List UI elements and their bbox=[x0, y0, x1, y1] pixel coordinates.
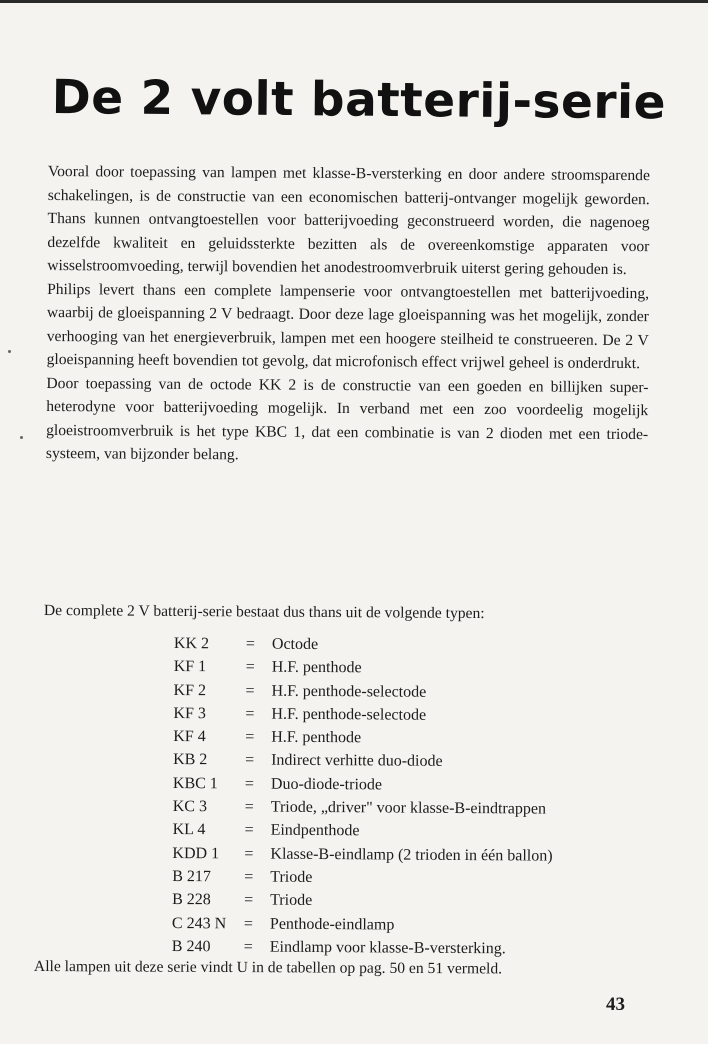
tube-description: H.F. penthode-selectode bbox=[271, 705, 427, 724]
page-number: 43 bbox=[606, 994, 625, 1015]
list-item bbox=[173, 748, 643, 775]
equals-sign: = bbox=[244, 868, 254, 886]
list-item bbox=[173, 772, 643, 799]
paragraph-3: Door toepassing van de octode KK 2 is de constructie van een goeden en billijken super-heterodyne voor batterijvoeding mogelijk. In verband met een zoo voordeelig mogelijk gloeistroomverbruik is het type KBC 1, dat een combinatie is van 2 dioden met een triode-systeem, van bijzonder belang. bbox=[45, 374, 649, 464]
tube-description: Eindpenthode bbox=[270, 822, 360, 840]
list-item bbox=[173, 702, 643, 729]
tube-description: Octode bbox=[271, 635, 319, 654]
tube-code: KF 4 bbox=[173, 728, 206, 746]
top-border-line bbox=[0, 0, 708, 3]
list-item bbox=[174, 679, 644, 706]
equals-sign: = bbox=[245, 728, 255, 746]
tube-code: KF 3 bbox=[173, 704, 206, 723]
equals-sign: = bbox=[245, 658, 255, 676]
tube-description: H.F. penthode bbox=[271, 728, 362, 747]
paragraph-2: Philips levert thans een complete lampenserie voor ontvangtoestellen met batterijvoeding, waarbij de gloeispanning 2 V bedraagt. Door deze lage gloeispanning was het mogelijk, zonder verhooging van het energieverbruik, lampen met een hoogere steilheid te construeeren. De 2 V gloeispanning heeft bovendien tot gevolg, dat microfonisch effect vrijwel geheel is onderdrukt. bbox=[46, 280, 650, 373]
equals-sign: = bbox=[244, 821, 254, 839]
tube-code: B 228 bbox=[172, 891, 211, 909]
list-item bbox=[172, 888, 642, 915]
tube-code: KDD 1 bbox=[172, 844, 220, 862]
page-title: De 2 volt batterij-serie bbox=[51, 70, 667, 131]
tube-code: B 217 bbox=[172, 867, 212, 886]
tube-code: KL 4 bbox=[172, 821, 206, 839]
tube-description: H.F. penthode-selectode bbox=[271, 682, 427, 701]
tube-code: C 243 N bbox=[171, 914, 227, 932]
tube-description: Klasse-B-eindlamp (2 trioden in één ballon) bbox=[270, 845, 553, 865]
tube-code: KB 2 bbox=[173, 751, 208, 769]
list-item bbox=[172, 865, 642, 892]
body-text bbox=[46, 160, 650, 470]
closing-note: Alle lampen uit deze serie vindt U in de tabellen op pag. 50 en 51 vermeld. bbox=[33, 958, 503, 978]
tube-code: KF 2 bbox=[173, 681, 207, 699]
tube-description: Duo-diode-triode bbox=[270, 775, 383, 794]
list-item bbox=[173, 795, 643, 822]
equals-sign: = bbox=[243, 915, 254, 933]
tube-code: KF 1 bbox=[173, 658, 207, 676]
list-item bbox=[174, 632, 644, 659]
equals-sign: = bbox=[243, 938, 253, 956]
list-item bbox=[172, 842, 642, 869]
list-item bbox=[173, 818, 643, 845]
tube-code: KK 2 bbox=[173, 634, 210, 653]
equals-sign: = bbox=[245, 682, 255, 700]
equals-sign: = bbox=[244, 798, 254, 816]
tube-code: KC 3 bbox=[172, 798, 208, 816]
tube-description: Eindlamp voor klasse-B-versterking. bbox=[269, 938, 506, 958]
tube-description: Indirect verhitte duo-diode bbox=[271, 752, 443, 771]
equals-sign: = bbox=[245, 705, 255, 723]
tube-description: Triode bbox=[270, 868, 313, 886]
equals-sign: = bbox=[244, 891, 254, 909]
tube-code: B 240 bbox=[171, 937, 211, 956]
tube-description: Penthode-eindlamp bbox=[269, 915, 395, 934]
scan-speck bbox=[20, 436, 23, 439]
equals-sign: = bbox=[245, 635, 256, 653]
tube-description: Triode, „driver" voor klasse-B-eindtrappen bbox=[270, 798, 547, 818]
tube-description: H.F. penthode bbox=[271, 658, 362, 677]
list-item bbox=[174, 655, 644, 682]
tube-list bbox=[172, 632, 644, 961]
scan-speck bbox=[8, 350, 11, 353]
paragraph-1: Vooral door toepassing van lampen met klasse-B-versterking en door andere stroomsparende schakelingen, is de constructie van een economischen batterij-ontvanger mogelijk geworden. Thans kunnen ontvangtoestellen voor batterijvoeding geconstrueerd worden, die nagenoeg dezelfde kwaliteit en geluidssterkte bezitten als de overeenkomstige apparaten voor wisselstroomvoeding, terwijl bovendien het anodestroomverbruik uiterst gering gehouden is. bbox=[47, 162, 650, 279]
tube-description: Triode bbox=[270, 891, 313, 910]
list-item bbox=[172, 912, 642, 939]
equals-sign: = bbox=[244, 845, 254, 863]
list-intro: De complete 2 V batterij-serie bestaat dus thans uit de volgende typen: bbox=[43, 602, 485, 623]
list-item bbox=[172, 935, 642, 962]
equals-sign: = bbox=[245, 751, 255, 770]
list-item bbox=[173, 725, 643, 752]
tube-code: KBC 1 bbox=[172, 774, 218, 793]
equals-sign: = bbox=[244, 775, 255, 793]
